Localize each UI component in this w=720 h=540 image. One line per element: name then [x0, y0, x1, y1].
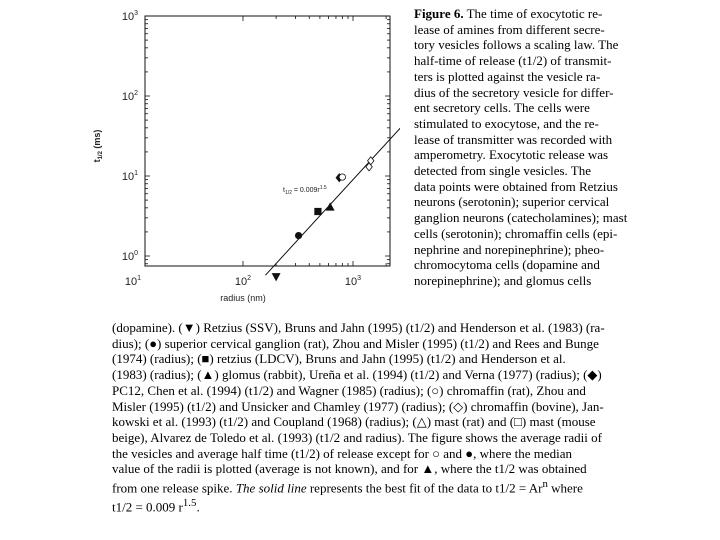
caption-text: t1/2 = 0.009 r [112, 499, 183, 515]
caption-line: stimulated to exocytose, and the re- [414, 115, 599, 131]
y-tick-label: $10^0$ [121, 250, 138, 263]
x-tick-label: $10^3$ [344, 275, 362, 288]
caption-line [112, 477, 712, 496]
caption-text: . [196, 499, 200, 515]
caption-line: neurons (serotonin); superior cervical [414, 194, 610, 210]
data-point-square-filled [315, 208, 321, 214]
caption-line: lease of amines from different secre- [414, 21, 605, 37]
x-axis-label: radius (nm) [220, 293, 266, 303]
y-tick-label: $10^3$ [121, 10, 138, 23]
data-point-circle-open [339, 174, 345, 180]
caption-text: represents the best fit of the data to t1/2 = Ar [306, 480, 543, 496]
caption-superscript: 1.5 [182, 497, 197, 510]
caption-line: PC12, Chen et al. (1994) (t1/2) and Wagner (1985) (radius); (○) chromaffin (rat), Zhou and [112, 382, 586, 398]
x-tick-label: $10^1$ [124, 275, 142, 288]
caption-line: amperometry. Exocytotic release was [414, 147, 609, 163]
caption-line: nephrine and norepinephrine); pheo- [414, 241, 605, 257]
caption-line: (1974) (radius); (■) retzius (LDCV), Bruns and Jahn (1995) (t1/2) and Henderson et al. [112, 351, 566, 367]
data-point-circle-filled [295, 232, 301, 238]
fit-line [265, 44, 400, 275]
data-markers [272, 38, 400, 280]
caption-text: from one release spike. [112, 480, 233, 496]
caption-line: (dopamine). (▼) Retzius (SSV), Bruns and Jahn (1995) (t1/2) and Henderson et al. (1983) (ra- [112, 320, 605, 335]
caption-line: tory vesicles follows a scaling law. The [414, 37, 619, 53]
caption-line [414, 6, 710, 22]
caption-text: The time of exocytotic re- [466, 6, 603, 21]
caption-bottom-block [112, 320, 712, 515]
figure-label: Figure 6. [414, 6, 464, 21]
caption-line: data points were obtained from Retzius [414, 178, 618, 194]
caption-line: ent secretory cells. The cells were [414, 100, 590, 116]
solid-line-label: The solid line [235, 480, 307, 496]
data-point-triangle-up-filled [326, 203, 334, 210]
caption-line: norepinephrine); and glomus cells [414, 272, 592, 288]
caption-line: dius); (●) superior cervical ganglion (rat), Zhou and Misler (1995) (t1/2) and Rees and Bunge [112, 335, 599, 351]
caption-line: cells (serotonin); chromaffin cells (epi- [414, 225, 618, 241]
caption-line: ters is plotted against the vesicle ra- [414, 68, 601, 84]
y-axis-label: $t_{1/2}$ (ms) [92, 129, 104, 163]
x-tick-label: $10^2$ [234, 275, 252, 288]
caption-line [112, 496, 712, 515]
data-point-triangle-down-filled [272, 274, 280, 281]
y-tick-label: $10^2$ [121, 90, 138, 103]
caption-right-column [414, 6, 710, 289]
caption-line: (1983) (radius); (▲) glomus (rabbit), Ureña et al. (1994) (t1/2) and Verna (1977) (radius); (◆) [112, 367, 602, 383]
caption-line: Misler (1995) (t1/2) and Unsicker and Chamley (1977) (radius); (◇) chromaffin (bovine), Jan- [112, 398, 604, 414]
caption-line: detected from single vesicles. The [414, 163, 592, 179]
caption-line: lease of transmitter was recorded with [414, 131, 613, 147]
scaling-law-chart [0, 0, 400, 315]
caption-line: half-time of release (t1/2) of transmit- [414, 53, 612, 69]
caption-text: where [547, 480, 583, 496]
caption-line: beige), Alvarez de Toledo et al. (1993) (t1/2 and radius). The figure shows the average radii of [112, 429, 602, 445]
caption-line: chromocytoma cells (dopamine and [414, 257, 600, 273]
caption-superscript: n [542, 478, 548, 491]
caption-line: kowski et al. (1993) (t1/2) and Coupland (1968) (radius); (△) mast (rat) and (□) mast (mouse [112, 414, 596, 430]
caption-line: ganglion neurons (catecholamines); mast [414, 210, 628, 226]
y-tick-label: $10^1$ [121, 170, 138, 183]
caption-line: value of the radii is plotted (average is not known), and for ▲, where the t1/2 was obtained [112, 461, 587, 477]
caption-line: the vesicles and average half time (t1/2) of release except for ○ and ●, where the median [112, 445, 573, 461]
axis-ticks [145, 16, 390, 266]
caption-line: dius of the secretory vesicle for differ- [414, 84, 614, 100]
plot-frame [145, 16, 390, 266]
fit-equation: $t_{1/2} = 0.009r^{1.5}$ [283, 185, 327, 196]
